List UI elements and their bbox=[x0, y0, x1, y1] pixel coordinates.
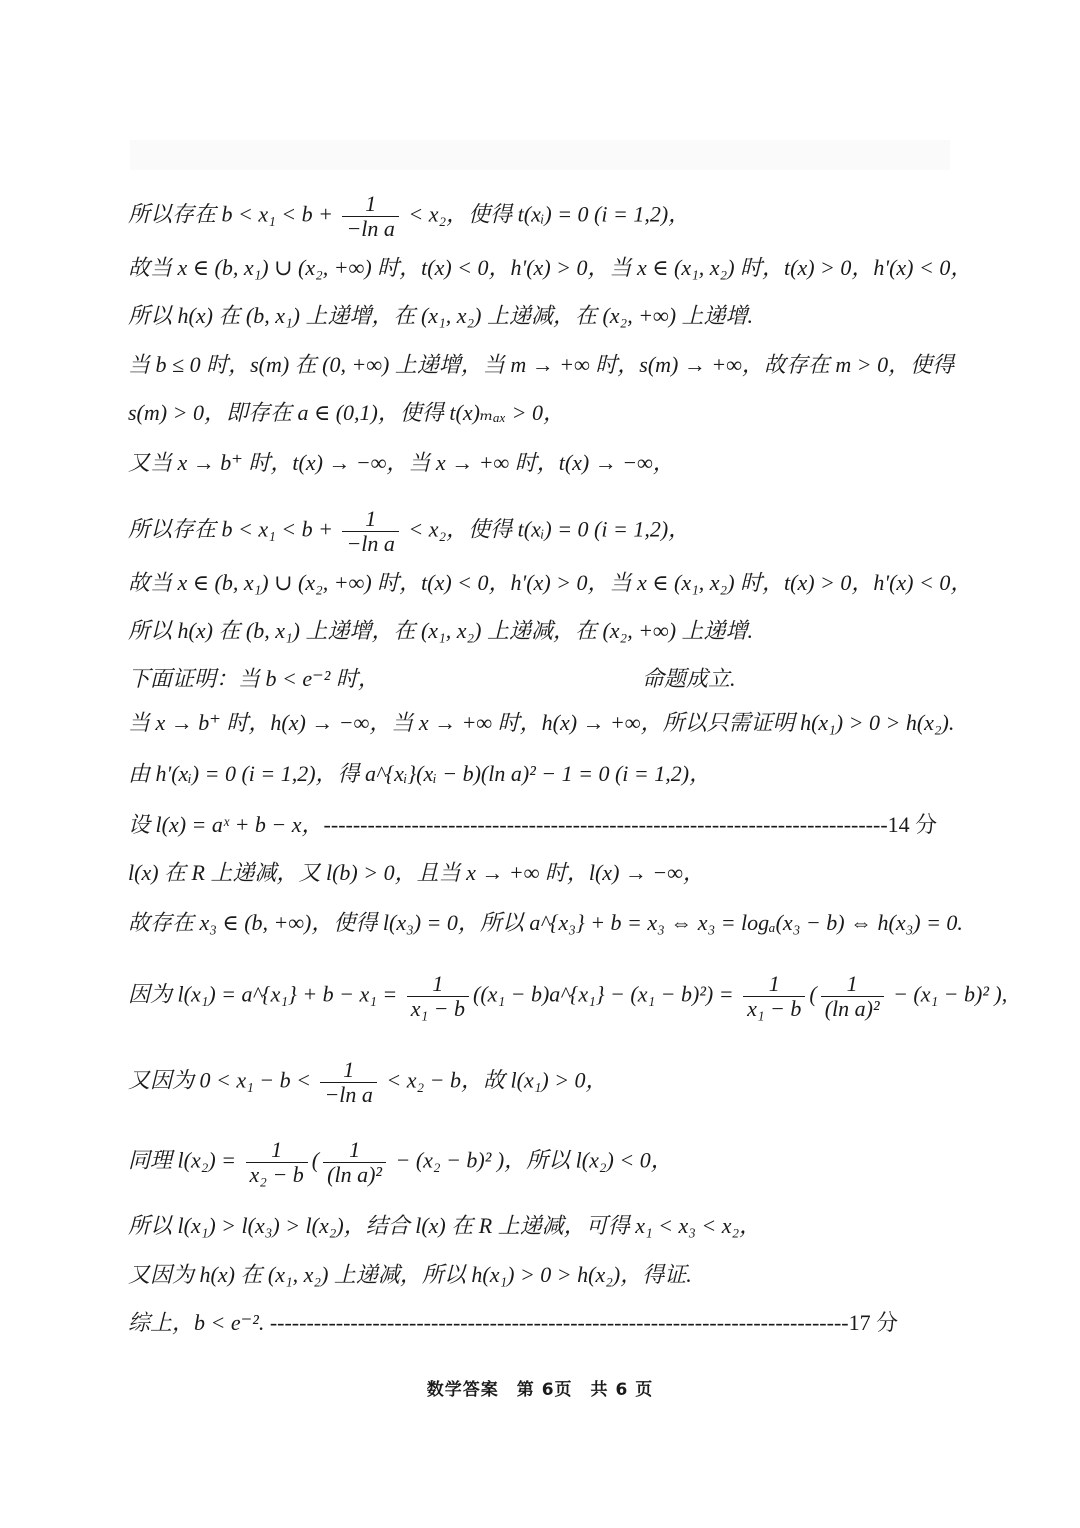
denominator: −ln a bbox=[346, 531, 395, 556]
denominator: x₁ − b bbox=[747, 996, 802, 1021]
score-marker-17: -------------------------------------------------------------------------------17 分 bbox=[269, 1310, 899, 1335]
text-segment: 因为 l(x₁) = a^{x₁} + b − x₁ = bbox=[128, 981, 403, 1007]
proof-line-11: 当 x → b⁺ 时，h(x) → −∞，当 x → +∞ 时，h(x) → +∞，所以只需证明 h(x₁) > 0 > h(x₂). bbox=[128, 710, 955, 735]
text-segment: < x₂，使得 t(xᵢ) = 0 (i = 1,2)， bbox=[402, 201, 691, 227]
proof-line-20: 又因为 h(x) 在 (x₁, x₂) 上递减，所以 h(x₁) > 0 > h(x₂)，得证. bbox=[128, 1262, 692, 1287]
proof-line-8: 故当 x ∈ (b, x₁) ∪ (x₂, +∞) 时，t(x) < 0，h'(x) > 0，当 x ∈ (x₁, x₂) 时，t(x) > 0，h'(x) < 0， bbox=[128, 570, 973, 595]
numerator: 1 bbox=[821, 972, 884, 997]
page-footer: 数学答案 第 6页 共 6 页 bbox=[426, 1380, 654, 1400]
numerator: 1 bbox=[342, 192, 398, 217]
fraction bbox=[323, 1138, 386, 1187]
proof-line-5: s(m) > 0，即存在 a ∈ (0,1)，使得 t(x)ₘₐₓ > 0， bbox=[128, 400, 565, 425]
text-segment: 下面证明：当 b < e⁻² 时， bbox=[128, 666, 380, 691]
proof-line-4: 当 b ≤ 0 时，s(m) 在 (0, +∞) 上递增，当 m → +∞ 时，s(m) → +∞，故存在 m > 0，使得 bbox=[128, 352, 955, 377]
fraction bbox=[342, 507, 398, 556]
fraction bbox=[320, 1058, 376, 1107]
fraction bbox=[407, 972, 469, 1021]
denominator: (ln a)² bbox=[327, 1162, 382, 1187]
fraction bbox=[821, 972, 884, 1021]
proof-line-14: l(x) 在 R 上递减，又 l(b) > 0，且当 x → +∞ 时，l(x) → −∞， bbox=[128, 860, 705, 885]
proof-line-12: 由 h'(xᵢ) = 0 (i = 1,2)，得 a^{xᵢ}(xᵢ − b)(ln a)² − 1 = 0 (i = 1,2)， bbox=[128, 761, 712, 786]
text-segment: 又因为 0 < x₁ − b < bbox=[128, 1067, 317, 1093]
text-segment: ((x₁ − b)a^{x₁} − (x₁ − b)²) = bbox=[473, 981, 740, 1007]
fraction bbox=[743, 972, 805, 1021]
text-segment: 同理 l(x₂) = bbox=[128, 1147, 242, 1173]
proof-line-17 bbox=[128, 1058, 608, 1107]
score-marker-14: -----------------------------------------------------------------------------14 分 bbox=[323, 812, 938, 837]
denominator: x₁ − b bbox=[410, 996, 466, 1021]
proof-line-19: 所以 l(x₁) > l(x₃) > l(x₂)，结合 l(x) 在 R 上递减，可得 x₁ < x₃ < x₂， bbox=[128, 1213, 762, 1238]
numerator: 1 bbox=[342, 507, 398, 532]
proof-line-21 bbox=[128, 1310, 898, 1336]
proof-line-3: 所以 h(x) 在 (b, x₁) 上递增，在 (x₁, x₂) 上递减，在 (x₂, +∞) 上递增. bbox=[128, 303, 754, 328]
fraction bbox=[246, 1138, 308, 1187]
proposition-text: 命题成立. bbox=[642, 666, 736, 691]
denominator: (ln a)² bbox=[824, 996, 880, 1021]
scan-shade bbox=[130, 140, 950, 170]
proof-line-9: 所以 h(x) 在 (b, x₁) 上递增，在 (x₁, x₂) 上递减，在 (x₂, +∞) 上递增. bbox=[128, 618, 754, 643]
proof-line-16: 因为 l(x₁) = a^{x₁} + b − x₁ = $\frac{1}{\text{x₁ − b}}$ ((x₁ − b)a^{x₁} − (x₁ − b)²) = $\frac{1}{\text{x₁ − b}}$ ( $\frac{1}{\text{(ln a)²}}$ − (x₁ − b)² ), bbox=[128, 971, 1008, 1021]
numerator: 1 bbox=[743, 972, 805, 997]
proof-line-6: 又当 x → b⁺ 时，t(x) → −∞，当 x → +∞ 时，t(x) → −∞， bbox=[128, 450, 675, 475]
text-segment: 所以存在 b < x₁ < b + bbox=[128, 201, 339, 227]
proof-line-10 bbox=[128, 666, 380, 692]
text-segment: < x₂，使得 t(xᵢ) = 0 (i = 1,2)， bbox=[402, 516, 691, 542]
text-segment: < x₂ − b，故 l(x₁) > 0， bbox=[380, 1067, 608, 1093]
proof-line-1 bbox=[128, 192, 690, 241]
proof-line-2: 故当 x ∈ (b, x₁) ∪ (x₂, +∞) 时，t(x) < 0，h'(x) > 0，当 x ∈ (x₁, x₂) 时，t(x) > 0，h'(x) < 0， bbox=[128, 255, 973, 280]
proof-line-18: 同理 l(x₂) = $\frac{1}{\text{x₂ − b}}$ ( $\frac{1}{\text{(ln a)²}}$ − (x₂ − b)² )，所以 l(x₂) < 0， bbox=[128, 1137, 673, 1187]
text-segment: − (x₂ − b)² )，所以 l(x₂) < 0， bbox=[390, 1147, 673, 1173]
fraction bbox=[342, 192, 398, 241]
denominator: −ln a bbox=[346, 216, 395, 241]
denominator: −ln a bbox=[324, 1082, 373, 1107]
numerator: 1 bbox=[323, 1138, 386, 1163]
numerator: 1 bbox=[246, 1138, 308, 1163]
numerator: 1 bbox=[407, 972, 469, 997]
text-segment: 综上，b < e⁻². bbox=[128, 1310, 270, 1335]
text-segment: 所以存在 b < x₁ < b + bbox=[128, 516, 339, 542]
numerator: 1 bbox=[320, 1058, 376, 1083]
text-segment: − (x₁ − b)² ), bbox=[887, 981, 1008, 1007]
proof-line-7 bbox=[128, 507, 690, 556]
denominator: x₂ − b bbox=[249, 1162, 304, 1187]
proof-line-15: 故存在 x₃ ∈ (b, +∞)，使得 l(x₃) = 0，所以 a^{x₃} + b = x₃ ⇔ x₃ = logₐ(x₃ − b) ⇔ h(x₃) = 0. bbox=[128, 910, 963, 935]
text-segment: 设 l(x) = aˣ + b − x， bbox=[128, 812, 324, 837]
proof-line-13 bbox=[128, 812, 937, 838]
